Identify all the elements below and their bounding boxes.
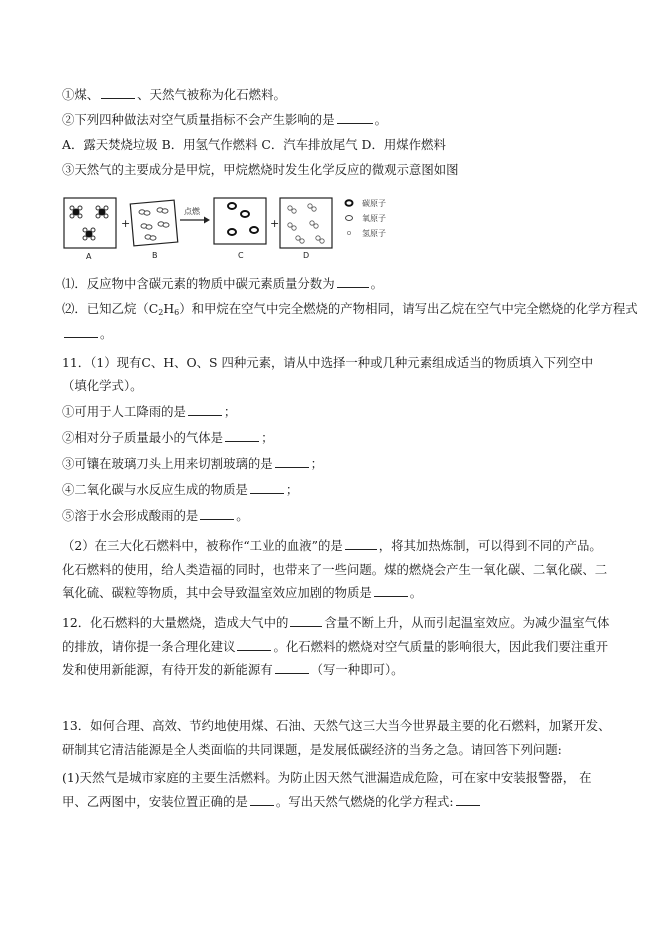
- subscript: 2: [158, 308, 164, 317]
- box-c-label: C: [238, 251, 244, 260]
- q11-item-pre: ②相对分子质量最小的气体是: [62, 430, 224, 445]
- legend-carbon: 碳原子: [362, 199, 386, 208]
- q11-intro-text: 11．（1）现有C、H、O、S 四种元素，请从中选择一种或几种元素组成适当的物质填入下列空中（填化学式）。: [62, 355, 594, 393]
- q11-item-pre: ③可镶在玻璃刀头上用来切割玻璃的是: [62, 456, 273, 471]
- q11-item-post: 。: [236, 508, 249, 523]
- answer-blank[interactable]: [345, 538, 377, 550]
- q11-item1: [62, 404, 611, 420]
- water-molecules: [288, 204, 324, 243]
- q10-sub1: [62, 276, 611, 292]
- q11-intro: [62, 351, 611, 397]
- q11-item3: [62, 456, 611, 472]
- answer-blank[interactable]: [337, 276, 369, 288]
- plus-sign-2: +: [270, 217, 280, 230]
- q11-item4: [62, 482, 611, 498]
- q11-part2: [62, 534, 611, 605]
- q10-options: [62, 137, 611, 153]
- answer-blank[interactable]: [200, 508, 234, 520]
- q10-options-text: A．露天焚烧垃圾 B．用氢气作燃料 C．汽车排放尾气 D．用煤作燃料: [62, 137, 446, 152]
- co2-molecules: [228, 203, 258, 235]
- q12-b: 含量不断上升，从而引起温室效应。为减少温室气体的排放，请你提一条合理化建议: [62, 615, 610, 654]
- q13-p1-a: (1)天然气是城市家庭的主要生活燃料。为防止因天然气泄漏造成危险，可在家中安装报警器， 在甲、乙两图中，安装位置正确的是: [62, 770, 592, 809]
- methane-reaction-diagram: [62, 192, 422, 262]
- q11-item2: [62, 430, 611, 446]
- answer-blank[interactable]: [275, 456, 309, 468]
- answer-blank[interactable]: [337, 112, 373, 124]
- legend-hydrogen: 氢原子: [362, 229, 386, 238]
- answer-blank[interactable]: [250, 482, 284, 494]
- q11-item-pre: ④二氧化碳与水反应生成的物质是: [62, 482, 248, 497]
- answer-blank[interactable]: [456, 794, 480, 806]
- q11-part2-a: （2）在三大化石燃料中，被称作“工业的血液”的是: [62, 538, 343, 553]
- q13-part1: [62, 766, 611, 814]
- answer-blank[interactable]: [275, 662, 309, 674]
- q10-item1-post: 、天然气被称为化石燃料。: [137, 87, 286, 102]
- arrow-head-icon: [204, 217, 210, 224]
- q10-sub2-b: H: [163, 301, 175, 316]
- q12-c: 。化石燃料的燃烧对空气质量的影响很大，因此我们要注重开发和使用新能源，有待开发的新能源有: [62, 638, 609, 677]
- q10-sub2-a: ⑵．已知乙烷（C: [62, 301, 159, 316]
- answer-blank[interactable]: [290, 615, 322, 627]
- plus-sign-1: +: [121, 217, 131, 230]
- ignite-label: 点燃: [184, 207, 200, 216]
- q10-item3-text: ③天然气的主要成分是甲烷，甲烷燃烧时发生化学反应的微观示意图如图: [62, 162, 459, 177]
- methane-molecules: [70, 206, 108, 240]
- q10-sub2: [62, 301, 638, 321]
- answer-blank[interactable]: [250, 794, 274, 806]
- q13-p1-b: 。写出天然气燃烧的化学方程式:: [275, 794, 454, 809]
- q10-item2: [62, 112, 611, 128]
- q10-item1: [62, 87, 611, 103]
- legend: [346, 198, 387, 238]
- answer-blank[interactable]: [225, 430, 259, 442]
- q11-part2-b: ，将其加热炼制，可以得到不同的产品。化石燃料的使用，给人类造福的同时，也带来了一些问题。煤的燃烧会产生一氧化碳、二氧化碳、二氧化硫、碳粒等物质，其中会导致温室效应加剧的物质是: [62, 538, 608, 600]
- legend-oxygen: 氧原子: [362, 214, 386, 223]
- oxygen-molecules: [139, 208, 169, 240]
- q10-sub2-answer: [62, 326, 611, 342]
- q10-sub1-pre: ⑴．反应物中含碳元素的物质中碳元素质量分数为: [62, 276, 335, 291]
- q12: [62, 611, 611, 682]
- q12-a: 12．化石燃料的大量燃烧，造成大气中的: [62, 615, 289, 630]
- answer-blank[interactable]: [188, 404, 222, 416]
- hydrogen-atom-icon: [347, 231, 350, 234]
- q11-part2-c: 。: [409, 585, 423, 600]
- q10-item1-pre: ①煤、: [62, 87, 100, 102]
- q11-item-post: ；: [310, 456, 324, 471]
- answer-blank[interactable]: [374, 585, 408, 597]
- q10-item2-post: 。: [374, 112, 387, 127]
- answer-blank[interactable]: [237, 639, 271, 651]
- q10-sub1-post: 。: [370, 276, 383, 291]
- answer-blank[interactable]: [64, 326, 98, 338]
- q13-intro: [62, 714, 611, 762]
- q12-d: （写一种即可）。: [310, 662, 404, 677]
- box-c: [214, 198, 266, 244]
- q11-item-post: ；: [261, 430, 274, 445]
- q11-item-pre: ⑤溶于水会形成酸雨的是: [62, 508, 199, 523]
- answer-blank[interactable]: [101, 87, 135, 99]
- q11-item5: [62, 508, 611, 524]
- subscript: 6: [174, 308, 180, 317]
- q11-item-post: ；: [285, 482, 299, 497]
- box-a: [64, 198, 116, 248]
- oxygen-atom-icon: [346, 216, 353, 221]
- q11-item-post: ；: [223, 404, 237, 419]
- box-b-label: B: [152, 251, 158, 260]
- q10-item2-pre: ②下列四种做法对空气质量指标不会产生影响的是: [62, 112, 335, 127]
- q10-sub2-c: ）和甲烷在空气中完全燃烧的产物相同，请写出乙烷在空气中完全燃烧的化学方程式: [179, 301, 638, 316]
- box-a-label: A: [86, 252, 92, 261]
- q10-sub2-end: 。: [100, 326, 113, 341]
- q13-intro-text: 13．如何合理、高效、节约地使用煤、石油、天然气这三大当今世界最主要的化石燃料，加紧开发、研制其它清洁能源是全人类面临的共同课题，是发展低碳经济的当务之急。请回答下列问题:: [62, 718, 611, 757]
- carbon-atom-icon: [346, 200, 353, 206]
- q10-item3: [62, 162, 611, 178]
- q11-item-pre: ①可用于人工降雨的是: [62, 404, 186, 419]
- box-d-label: D: [303, 251, 310, 260]
